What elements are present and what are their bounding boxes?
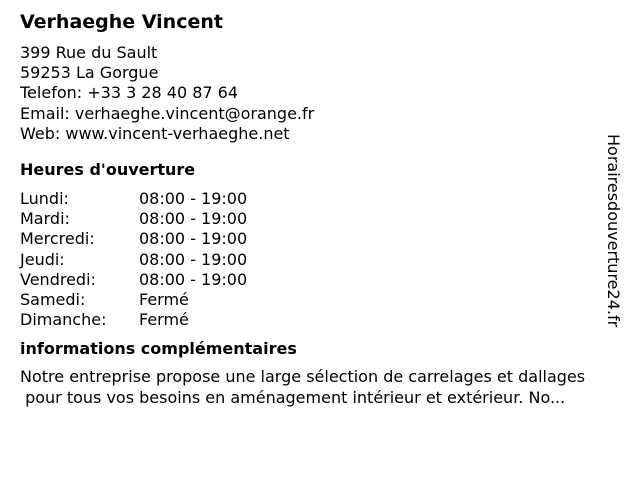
site-watermark: Horairesdouverture24.fr: [604, 134, 623, 328]
hours-row-tuesday: [20, 209, 615, 229]
time-value: Fermé: [139, 289, 189, 309]
opening-hours-heading: Heures d'ouverture: [20, 160, 196, 180]
additional-info-heading: informations complémentaires: [20, 339, 297, 359]
hours-row-saturday: [20, 290, 615, 310]
hours-row-thursday: [20, 250, 615, 270]
time-value: 08:00 - 19:00: [139, 249, 248, 269]
time-value: 08:00 - 19:00: [139, 229, 248, 249]
hours-row-friday: [20, 270, 615, 290]
hours-row-monday: [20, 189, 615, 209]
hours-row-wednesday: [20, 229, 615, 249]
opening-hours-table: [20, 189, 615, 330]
business-name: Verhaeghe Vincent: [20, 11, 223, 33]
city-postcode: 59253 La Gorgue: [20, 63, 159, 83]
email-address: Email: verhaeghe.vincent@orange.fr: [20, 103, 315, 123]
hours-row-sunday: [20, 310, 615, 330]
day-label: Samedi:: [20, 289, 86, 309]
time-value: 08:00 - 19:00: [139, 189, 248, 209]
website-url: Web: www.vincent-verhaeghe.net: [20, 123, 290, 143]
street-address: 399 Rue du Sault: [20, 43, 158, 62]
time-value: 08:00 - 19:00: [139, 269, 248, 289]
description-line-2: pour tous vos besoins en aménagement intérieur et extérieur. No...: [20, 387, 566, 407]
business-description: [20, 367, 615, 407]
day-label: Mardi:: [20, 209, 70, 229]
day-label: Dimanche:: [20, 310, 107, 330]
description-line-1: Notre entreprise propose une large sélection de carrelages et dallages: [20, 367, 586, 387]
phone-number: Telefon: +33 3 28 40 87 64: [20, 83, 239, 103]
contact-block: [20, 43, 615, 144]
day-label: Vendredi:: [20, 269, 96, 289]
day-label: Lundi:: [20, 189, 69, 209]
day-label: Jeudi:: [20, 249, 65, 269]
time-value: Fermé: [139, 310, 189, 330]
business-card: [20, 10, 615, 408]
day-label: Mercredi:: [20, 229, 95, 249]
time-value: 08:00 - 19:00: [139, 209, 248, 229]
